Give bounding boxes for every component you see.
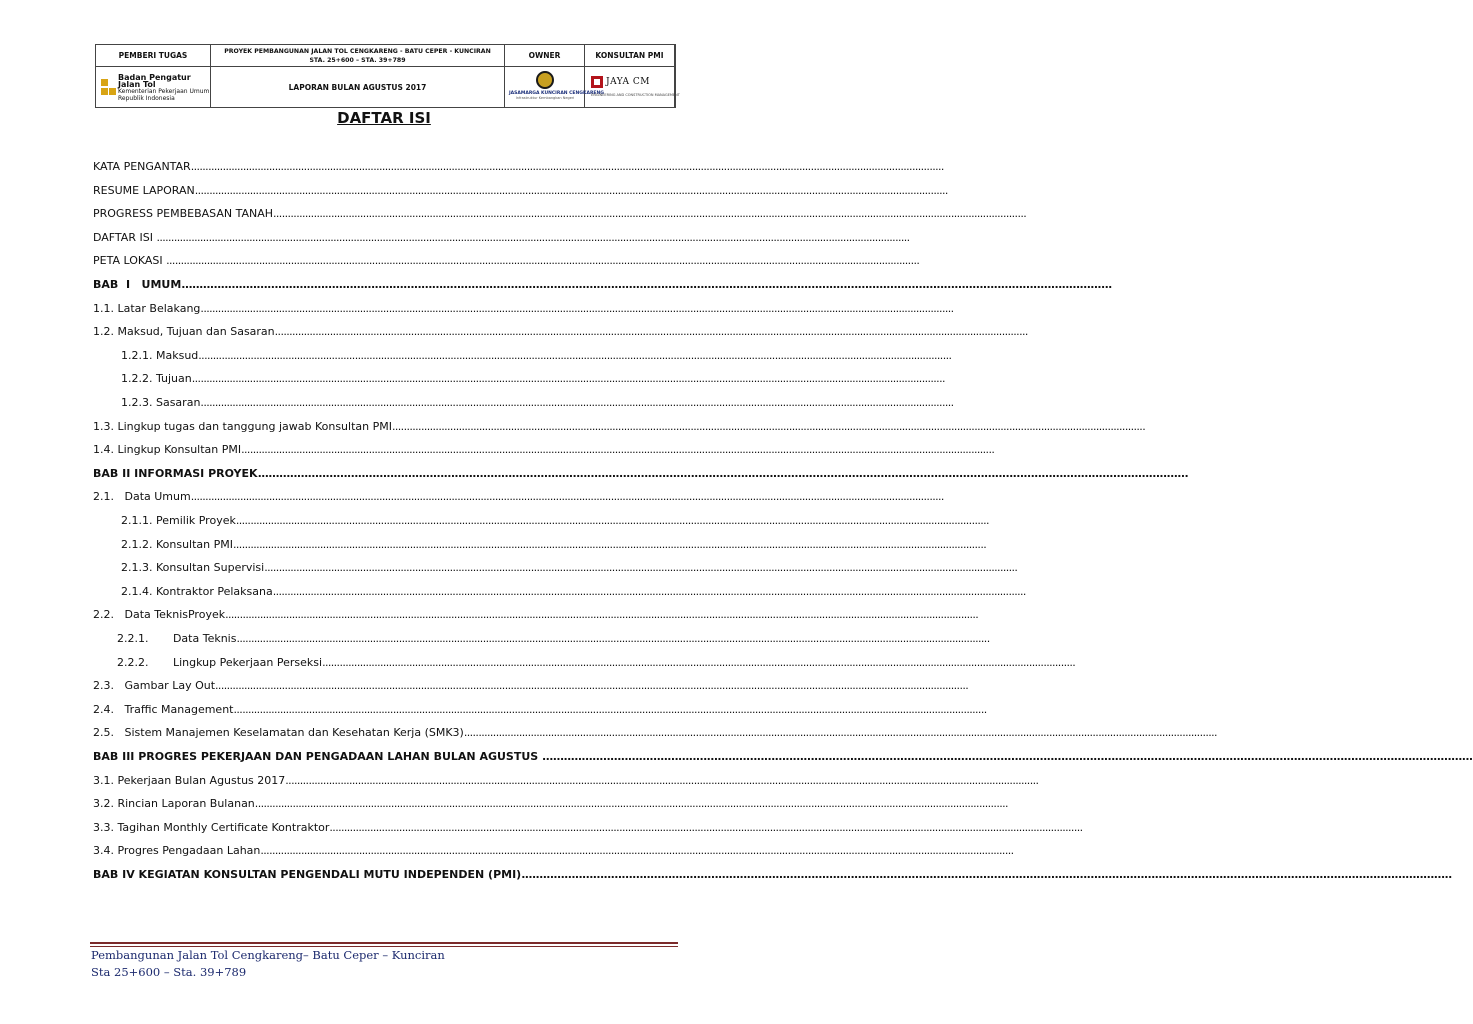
toc-leader-dots: .................................................................................................................................................................................................................................................................... [181, 278, 1112, 291]
toc-entry-title: 3.3. Tagihan Monthly Certificate Kontraktor [93, 820, 330, 834]
footer-project-name: Pembangunan Jalan Tol Cengkareng– Batu Ceper – Kunciran [91, 948, 445, 962]
toc-entry-title: 2.4. Traffic Management [93, 702, 234, 716]
bpjt-logo [101, 74, 210, 102]
toc-entry [93, 325, 1028, 343]
toc-entry-title: 3.4. Progres Pengadaan Lahan [93, 844, 261, 858]
toc-entry [117, 655, 1076, 674]
toc-leader-dots: .................................................................................................................................................................................................................................................................... [274, 325, 1028, 339]
toc-entry-title: 2.2.2. Lingkup Pekerjaan Perseksi [117, 655, 323, 669]
bpjt-country: Republik Indonesia [118, 95, 175, 102]
toc-entry [93, 868, 1452, 886]
footer-station: Sta 25+600 – Sta. 39+789 [91, 965, 247, 979]
toc-entry-title: 1.1. Latar Belakang [93, 301, 201, 315]
toc-entry [93, 160, 944, 178]
toc-leader-dots: .................................................................................................................................................................................................................................................................... [391, 419, 1146, 433]
toc-entry-title: 2.1.4. Kontraktor Pelaksana [121, 584, 273, 598]
toc-leader-dots: .................................................................................................................................................................................................................................................................... [521, 868, 1452, 881]
toc-entry-title: 2.1. Data Umum [93, 490, 191, 504]
bpjt-ministry: Kementerian Pekerjaan Umum [118, 88, 210, 95]
toc-entry-title: 3.2. Rincian Laporan Bulanan [93, 797, 255, 811]
toc-leader-dots: .................................................................................................................................................................................................................................................................... [236, 632, 990, 645]
toc-entry-title: 1.4. Lingkup Konsultan PMI [93, 443, 242, 457]
toc-leader-dots: .................................................................................................................................................................................................................................................................... [166, 254, 920, 268]
jasamarga-logo-tagline: Infrastruktur Kembangkan Negeri [515, 96, 575, 100]
toc-entry [121, 584, 1026, 603]
toc-entry-title: DAFTAR ISI [93, 230, 157, 244]
project-title-cell [211, 45, 505, 67]
toc-leader-dots: .................................................................................................................................................................................................................................................................... [241, 443, 995, 457]
toc-leader-dots: .................................................................................................................................................................................................................................................................... [260, 844, 1014, 858]
bpjt-name: Badan Pengatur Jalan Tol [118, 73, 191, 89]
toc-entry-title: PROGRESS PEMBEBASAN TANAH [93, 207, 274, 221]
toc-entry-title: 1.2.2. Tujuan [121, 372, 192, 386]
toc-entry [93, 702, 987, 721]
toc-entry-title: 2.1.2. Konsultan PMI [121, 537, 233, 551]
toc-leader-dots: .................................................................................................................................................................................................................................................................... [322, 655, 1076, 669]
toc-entry [93, 230, 910, 249]
toc-entry-title: KATA PENGANTAR [93, 160, 191, 173]
toc-leader-dots: .................................................................................................................................................................................................................................................................... [215, 679, 969, 693]
toc-entry-title: 2.2.1. Data Teknis [117, 632, 237, 645]
footer-divider [90, 942, 678, 944]
toc-leader-dots: .................................................................................................................................................................................................................................................................... [200, 396, 954, 409]
jasamarga-logo-text: JASAMARGA KUNCIRAN CENGKARENG [509, 91, 604, 96]
toc-leader-dots: .................................................................................................................................................................................................................................................................... [257, 466, 1189, 480]
owner-logo-cell [505, 67, 604, 108]
toc-entry [93, 419, 1146, 438]
toc-leader-dots: .................................................................................................................................................................................................................................................................... [200, 301, 954, 315]
toc-entry [93, 797, 1008, 815]
konsultan-logo-cell [585, 67, 680, 108]
toc-entry [121, 561, 1018, 579]
toc-leader-dots: .................................................................................................................................................................................................................................................................... [272, 584, 1026, 598]
toc-entry-title: 1.2.3. Sasaran [121, 396, 201, 409]
jaya-cm-logo-tagline: ENGINEERING AND CONSTRUCTION MANAGEMENT [591, 93, 680, 97]
toc-entry-title: 2.5. Sistem Manajemen Keselamatan dan Kesehatan Kerja (SMK3) [93, 726, 464, 740]
konsultan-label: KONSULTAN PMI [585, 45, 675, 67]
project-station: STA. 25+600 – STA. 39+789 [309, 56, 406, 64]
toc-entry [121, 514, 989, 532]
toc-entry-title: 2.3. Gambar Lay Out [93, 679, 216, 693]
toc-leader-dots: .................................................................................................................................................................................................................................................................... [191, 372, 945, 386]
toc-leader-dots: .................................................................................................................................................................................................................................................................... [198, 348, 952, 362]
toc-entry-title: 1.2.1. Maksud [121, 348, 199, 362]
report-period: LAPORAN BULAN AGUSTUS 2017 [211, 67, 505, 108]
toc-entry [93, 820, 1083, 839]
toc-entry-title: 3.1. Pekerjaan Bulan Agustus 2017 [93, 773, 286, 787]
project-title: PROYEK PEMBANGUNAN JALAN TOL CENGKARENG - BATU CEPER - KUNCIRAN [224, 47, 491, 55]
bpjt-emblem-icon [101, 79, 114, 97]
toc-entry [93, 301, 954, 320]
bpjt-logo-cell [96, 67, 211, 108]
toc-leader-dots: .................................................................................................................................................................................................................................................................... [233, 702, 987, 716]
toc-entry [93, 490, 944, 508]
toc-entry-title: RESUME LAPORAN [93, 183, 195, 197]
owner-label: OWNER [505, 45, 585, 67]
toc-entry [93, 254, 920, 272]
toc-leader-dots: .................................................................................................................................................................................................................................................................... [235, 514, 989, 527]
toc-entry-title: 1.3. Lingkup tugas dan tanggung jawab Konsultan PMI [93, 419, 392, 433]
toc-leader-dots: .................................................................................................................................................................................................................................................................... [194, 183, 948, 197]
toc-entry [93, 443, 995, 461]
toc-entry-title: BAB I UMUM [93, 278, 182, 291]
toc-leader-dots: .................................................................................................................................................................................................................................................................... [190, 160, 944, 173]
toc-entry [93, 750, 1473, 768]
toc-entry [93, 466, 1189, 485]
toc-leader-dots: .................................................................................................................................................................................................................................................................... [542, 750, 1473, 763]
toc-leader-dots: .................................................................................................................................................................................................................................................................... [463, 726, 1217, 740]
toc-entry-title: PETA LOKASI [93, 254, 167, 268]
toc-entry-title: BAB III PROGRES PEKERJAAN DAN PENGADAAN LAHAN BULAN AGUSTUS [93, 750, 543, 763]
jasamarga-emblem-icon [536, 71, 554, 89]
toc-leader-dots: .................................................................................................................................................................................................................................................................... [329, 820, 1083, 834]
toc-leader-dots: .................................................................................................................................................................................................................................................................... [156, 230, 910, 244]
jaya-cm-logo [591, 76, 650, 88]
toc-entry [121, 537, 987, 556]
toc-leader-dots: .................................................................................................................................................................................................................................................................... [264, 561, 1018, 575]
toc-entry [121, 372, 945, 390]
toc-entry-title: BAB II INFORMASI PROYEK [93, 466, 258, 480]
toc-entry [117, 632, 990, 650]
toc-entry-title: 2.2. Data TeknisProyek [93, 608, 226, 622]
toc-leader-dots: .................................................................................................................................................................................................................................................................... [233, 537, 987, 551]
pemberi-tugas-label: PEMBERI TUGAS [96, 45, 211, 67]
report-header-table [95, 44, 680, 108]
footer-divider-thin [90, 946, 678, 947]
jasamarga-logo [509, 71, 604, 100]
toc-entry [93, 608, 979, 626]
toc-entry [93, 207, 1027, 225]
toc-entry [93, 278, 1112, 296]
toc-entry [121, 396, 954, 414]
jaya-cm-logo-text: JAYA CM [606, 77, 650, 87]
toc-entry-title: 2.1.3. Konsultan Supervisi [121, 561, 265, 575]
toc-entry-title: BAB IV KEGIATAN KONSULTAN PENGENDALI MUTU INDEPENDEN (PMI) [93, 868, 522, 881]
toc-leader-dots: .................................................................................................................................................................................................................................................................... [254, 797, 1008, 811]
toc-entry [93, 773, 1039, 792]
toc-entry [93, 183, 948, 202]
page-title: DAFTAR ISI [337, 109, 431, 127]
toc-leader-dots: .................................................................................................................................................................................................................................................................... [190, 490, 944, 504]
toc-entry-title: 1.2. Maksud, Tujuan dan Sasaran [93, 325, 275, 339]
toc-entry [93, 726, 1217, 744]
toc-entry-title: 2.1.1. Pemilik Proyek [121, 514, 236, 527]
toc-leader-dots: .................................................................................................................................................................................................................................................................... [225, 608, 979, 622]
toc-entry [93, 844, 1014, 862]
toc-entry [121, 348, 952, 367]
toc-leader-dots: .................................................................................................................................................................................................................................................................... [273, 207, 1027, 221]
toc-leader-dots: .................................................................................................................................................................................................................................................................... [285, 773, 1039, 787]
jaya-cm-emblem-icon [591, 76, 603, 88]
toc-entry [93, 679, 969, 697]
